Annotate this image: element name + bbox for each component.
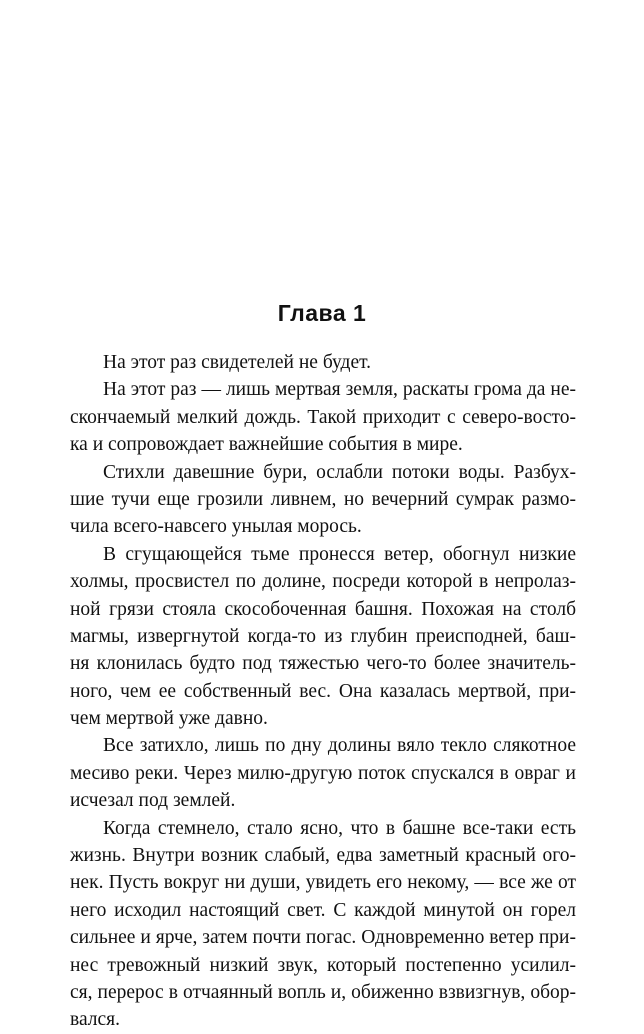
text-line: ной грязи стояла скособоченная башня. Похожая на столб (70, 598, 576, 620)
text-line: В сгущающейся тьме пронесся ветер, обогнул низкие (103, 543, 576, 565)
text-line: месиво реки. Через милю-другую поток спускался в овраг и (70, 762, 576, 784)
text-line: ся, перерос в отчаянный вопль и, обиженно взвизгнув, обор- (70, 981, 576, 1003)
paragraph (70, 732, 576, 814)
text-line: Все затихло, лишь по дну долины вяло текло слякотное (103, 735, 576, 757)
text-line: него исходил настоящий свет. С каждой минутой он горел (70, 899, 576, 921)
paragraph (70, 459, 576, 541)
text-line: магмы, извергнутой когда-то из глубин преисподней, баш- (70, 625, 576, 647)
text-line: жизнь. Внутри возник слабый, едва заметный красный ого- (70, 845, 576, 867)
text-line: шие тучи еще грозили ливнем, но вечерний сумрак размо- (70, 488, 576, 510)
text-line: холмы, просвистел по долине, посреди которой в непролаз- (70, 571, 576, 593)
text-line: сильнее и ярче, затем почти погас. Одновременно ветер при- (70, 927, 576, 949)
text-line: скончаемый мелкий дождь. Такой приходит с северо-восто- (70, 406, 576, 428)
text-line: На этот раз — лишь мертвая земля, раскаты грома да не- (103, 379, 576, 401)
text-line: исчезал под землей. (70, 790, 236, 812)
text-line: чем мертвой уже давно. (70, 708, 268, 730)
paragraph (70, 541, 576, 733)
paragraph (70, 376, 576, 458)
text-line: ка и сопровождает важнейшие события в мире. (70, 434, 463, 456)
text-line: Стихли давешние бури, ослабли потоки воды. Разбух- (103, 461, 576, 483)
text-line: вался. (70, 1009, 121, 1031)
paragraph (70, 349, 576, 376)
text-line: На этот раз свидетелей не будет. (103, 352, 372, 373)
text-line: ня клонилась будто под тяжестью чего-то более значитель- (70, 653, 576, 675)
text-line: чила всего-навсего унылая морось. (70, 516, 362, 538)
text-line: ного, чем ее собственный вес. Она казалась мертвой, при- (70, 680, 576, 702)
chapter-body (70, 349, 576, 1034)
text-line: нес тревожный низкий звук, который постепенно усилил- (70, 954, 576, 976)
text-line: нек. Пусть вокруг ни души, увидеть его некому, — все же от (70, 872, 576, 894)
chapter-title: Глава 1 (277, 300, 367, 326)
text-line: Когда стемнело, стало ясно, что в башне все-таки есть (103, 817, 576, 839)
